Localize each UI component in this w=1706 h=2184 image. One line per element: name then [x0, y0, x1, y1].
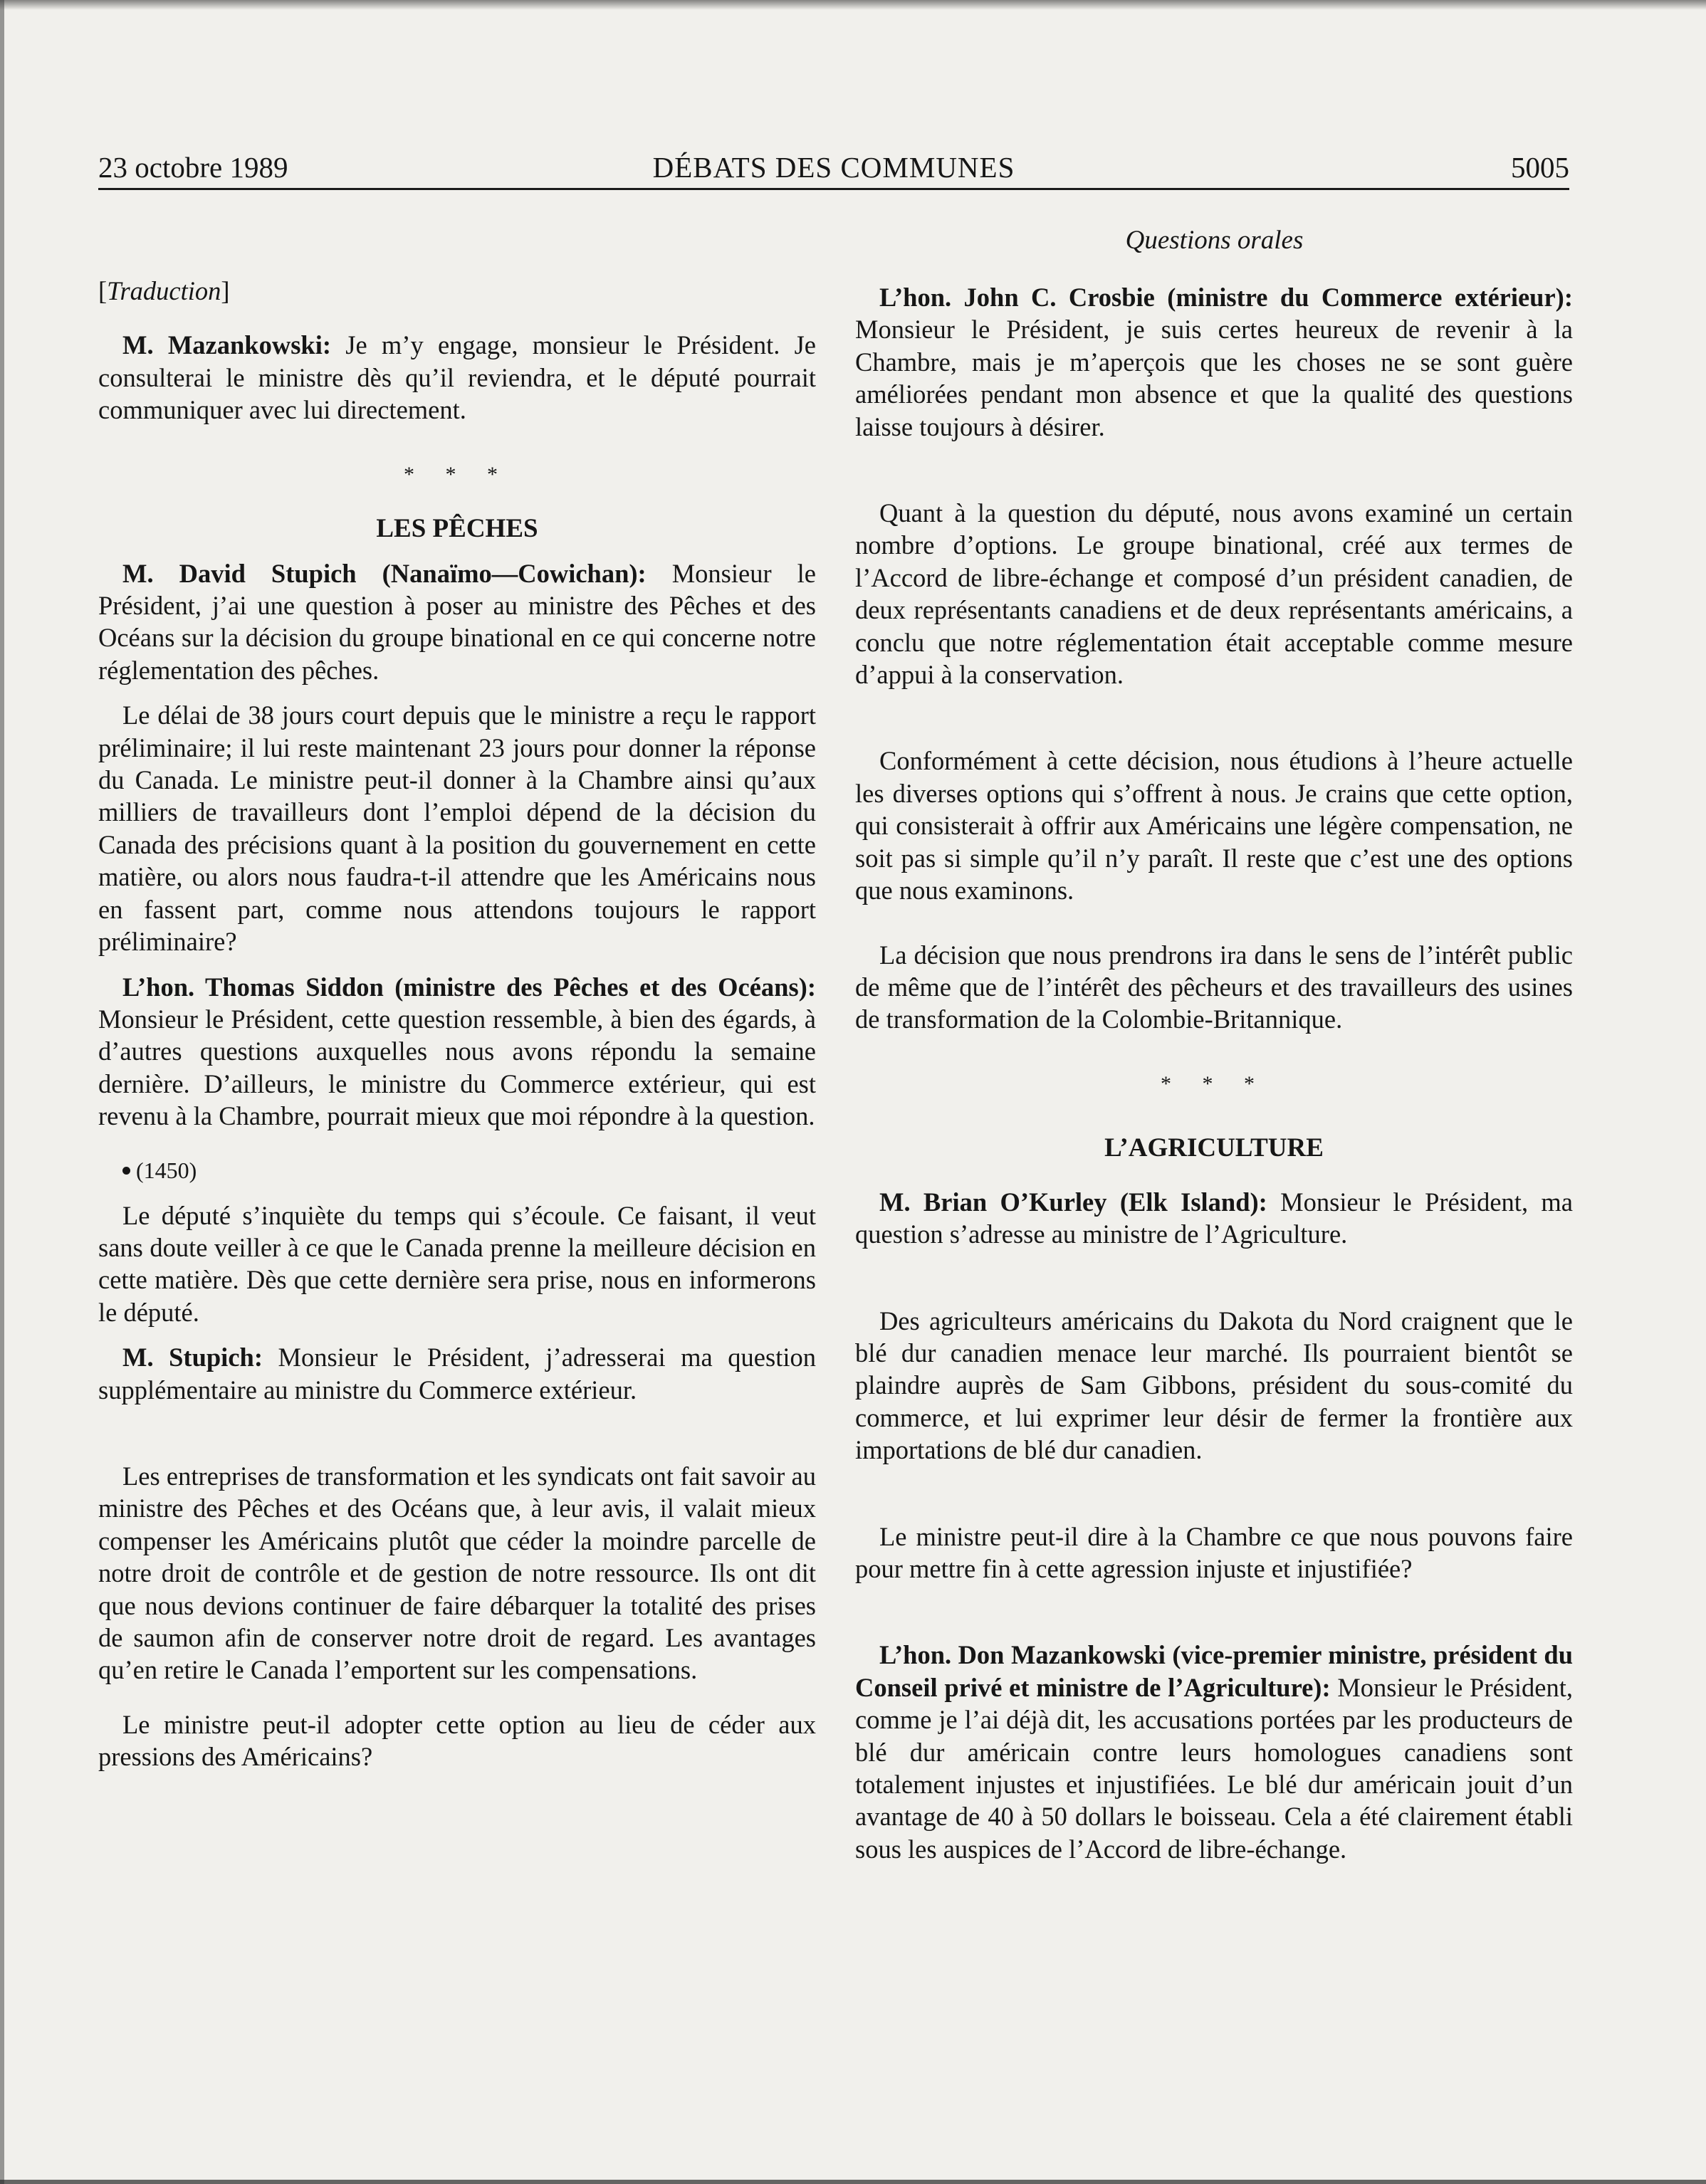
speech-text: Monsieur le Président, ma question s’adresse au ministre de l’Agriculture.	[855, 1187, 1573, 1249]
paragraph-okurley-durum: Des agriculteurs américains du Dakota du Nord craignent que le blé dur canadien menace leur marché. Ils pourraient bientôt se plaindre auprès de Sam Gibbons, président du sous-comité du commerce, et lui exprimer leur désir de fermer la frontière aux importations de blé dur canadien.	[855, 1306, 1573, 1465]
speech-text: Monsieur le Président, comme je l’ai déjà dit, les accusations portées par les producteurs de blé dur américain contre leurs homologues canadiens sont totalement injustes et injustifiées. Le blé dur américain jouit d’un avantage de 40 à 50 dollars le boisseau. Cela a été clairement établi sous les auspices de l’Accord de libre-échange.	[855, 1672, 1573, 1864]
paragraph-stupich-continued: Le délai de 38 jours court depuis que le ministre a reçu le rapport préliminaire; il lui reste maintenant 23 jours pour donner la réponse du Canada. Le ministre peut-il donner à la Chambre ainsi qu’aux milliers de travailleurs dont l’emploi dépend de la décision du Canada des précisions quant à la position du gouvernement en cette matière, ou alors nous faudra-t-il attendre que les Américains nous en fassent part, comme nous attendons toujours le rapport préliminaire?	[98, 700, 816, 957]
paragraph-crosbie-answer	[855, 281, 1573, 443]
speaker-name: L’hon. John C. Crosbie (ministre du Commerce extérieur):	[879, 283, 1573, 312]
header-title: DÉBATS DES COMMUNES	[652, 151, 1015, 184]
section-separator: * * *	[404, 462, 511, 486]
paragraph-stupich-final-question: Le ministre peut-il adopter cette option au lieu de céder aux pressions des Américains?	[98, 1709, 816, 1772]
section-label: Questions orales	[1125, 226, 1304, 255]
paragraph-mazankowski-reply	[98, 329, 816, 426]
header-date: 23 octobre 1989	[98, 151, 288, 184]
translation-label: Traduction	[107, 276, 221, 305]
running-header	[98, 146, 1569, 189]
speech-text: Monsieur le Président, j’ai une question à poser au ministre des Pêches et des Océans sur la décision du groupe binational en ce qui concerne notre réglementation des pêches.	[98, 558, 816, 685]
time-marker	[98, 1155, 816, 1187]
speaker-name: M. Mazankowski:	[122, 330, 331, 360]
translation-note: [Traduction]	[98, 276, 230, 305]
paragraph-siddon-continued: Le député s’inquiète du temps qui s’écoule. Ce faisant, il veut sans doute veiller à ce que le Canada prenne la meilleure décision en cette matière. Dès que cette dernière sera prise, nous en informerons le député.	[98, 1200, 816, 1327]
paragraph-crosbie-options: Quant à la question du député, nous avons examiné un certain nombre d’options. Le groupe binational, créé aux termes de l’Accord de libre-échange et composé d’un président canadien, de deux représentants canadiens et de deux représentants américains, a conclu que notre réglementation était acceptable comme mesure d’appui à la conservation.	[855, 498, 1573, 690]
section-separator: * * *	[1161, 1071, 1267, 1096]
scan-edge-bottom	[0, 2180, 1706, 2184]
scan-edge-top	[0, 0, 1706, 10]
speech-text: Je m’y engage, monsieur le Président. Je consulterai le ministre dès qu’il reviendra, et le député pourrait communiquer avec lui directement.	[98, 330, 817, 425]
speaker-name: L’hon. Don Mazankowski (vice-premier ministre, président du Conseil privé et ministre de l’Agriculture):	[855, 1640, 1573, 1702]
speaker-name: L’hon. Thomas Siddon (ministre des Pêches et des Océans):	[122, 972, 816, 1002]
paragraph-okurley-question	[855, 1186, 1573, 1251]
bullet-dot-icon	[122, 1167, 130, 1175]
paragraph-stupich-processors: Les entreprises de transformation et les syndicats ont fait savoir au ministre des Pêches et des Océans que, à leur avis, il valait mieux compenser les Américains plutôt que céder la moindre parcelle de notre droit de contrôle et de gestion de notre ressource. Ils ont dit que nous devions continuer de faire débarquer la totalité des prises de saumon afin de conserver notre droit de regard. Les avantages qu’en retire le Canada l’emportent sur les compensations.	[98, 1461, 816, 1685]
right-column	[855, 281, 1573, 1865]
time-marker-text: (1450)	[136, 1157, 197, 1183]
left-column	[98, 275, 816, 1773]
speech-text: Monsieur le Président, je suis certes heureux de revenir à la Chambre, mais je m’aperçois que les choses ne se sont guère améliorées pendant mon absence et que la qualité des questions laisse toujours à désirer.	[855, 315, 1573, 441]
speech-text: Monsieur le Président, j’adresserai ma question supplémentaire au ministre du Commerce extérieur.	[98, 1343, 816, 1405]
speaker-name: M. Brian O’Kurley (Elk Island):	[879, 1187, 1267, 1217]
paragraph-crosbie-compensation: Conformément à cette décision, nous étudions à l’heure actuelle les diverses options qui s’offrent à nous. Je crains que cette option, qui consisterait à offrir aux Américains une légère compensation, ne soit pas si simple qu’il n’y paraît. Il reste que c’est une des options que nous examinons.	[855, 746, 1573, 905]
paragraph-siddon-answer	[98, 971, 816, 1133]
paragraph-stupich-question	[98, 557, 816, 687]
scan-edge-left	[0, 0, 4, 2184]
paragraph-mazankowski-answer	[855, 1639, 1573, 1865]
header-rule	[98, 188, 1569, 190]
speaker-name: M. Stupich:	[122, 1343, 263, 1372]
speech-text: Monsieur le Président, cette question ressemble, à bien des égards, à d’autres questions auxquelles nous avons répondu la semaine dernière. D’ailleurs, le ministre du Commerce extérieur, qui est revenu à la Chambre, pourrait mieux que moi répondre à la question.	[98, 1004, 816, 1131]
paragraph-crosbie-decision: La décision que nous prendrons ira dans le sens de l’intérêt public de même que de l’intérêt des pêcheurs et des travailleurs des usines de transformation de la Colombie-Britannique.	[855, 940, 1573, 1034]
section-heading-agriculture: L’AGRICULTURE	[1104, 1133, 1324, 1162]
speaker-name: M. David Stupich (Nanaïmo—Cowichan):	[122, 558, 647, 588]
section-heading-peches: LES PÊCHES	[376, 513, 538, 543]
paragraph-okurley-final-question: Le ministre peut-il dire à la Chambre ce que nous pouvons faire pour mettre fin à cette agression injuste et injustifiée?	[855, 1521, 1573, 1583]
header-page-number: 5005	[1511, 151, 1569, 184]
paragraph-stupich-supplementary	[98, 1341, 816, 1406]
